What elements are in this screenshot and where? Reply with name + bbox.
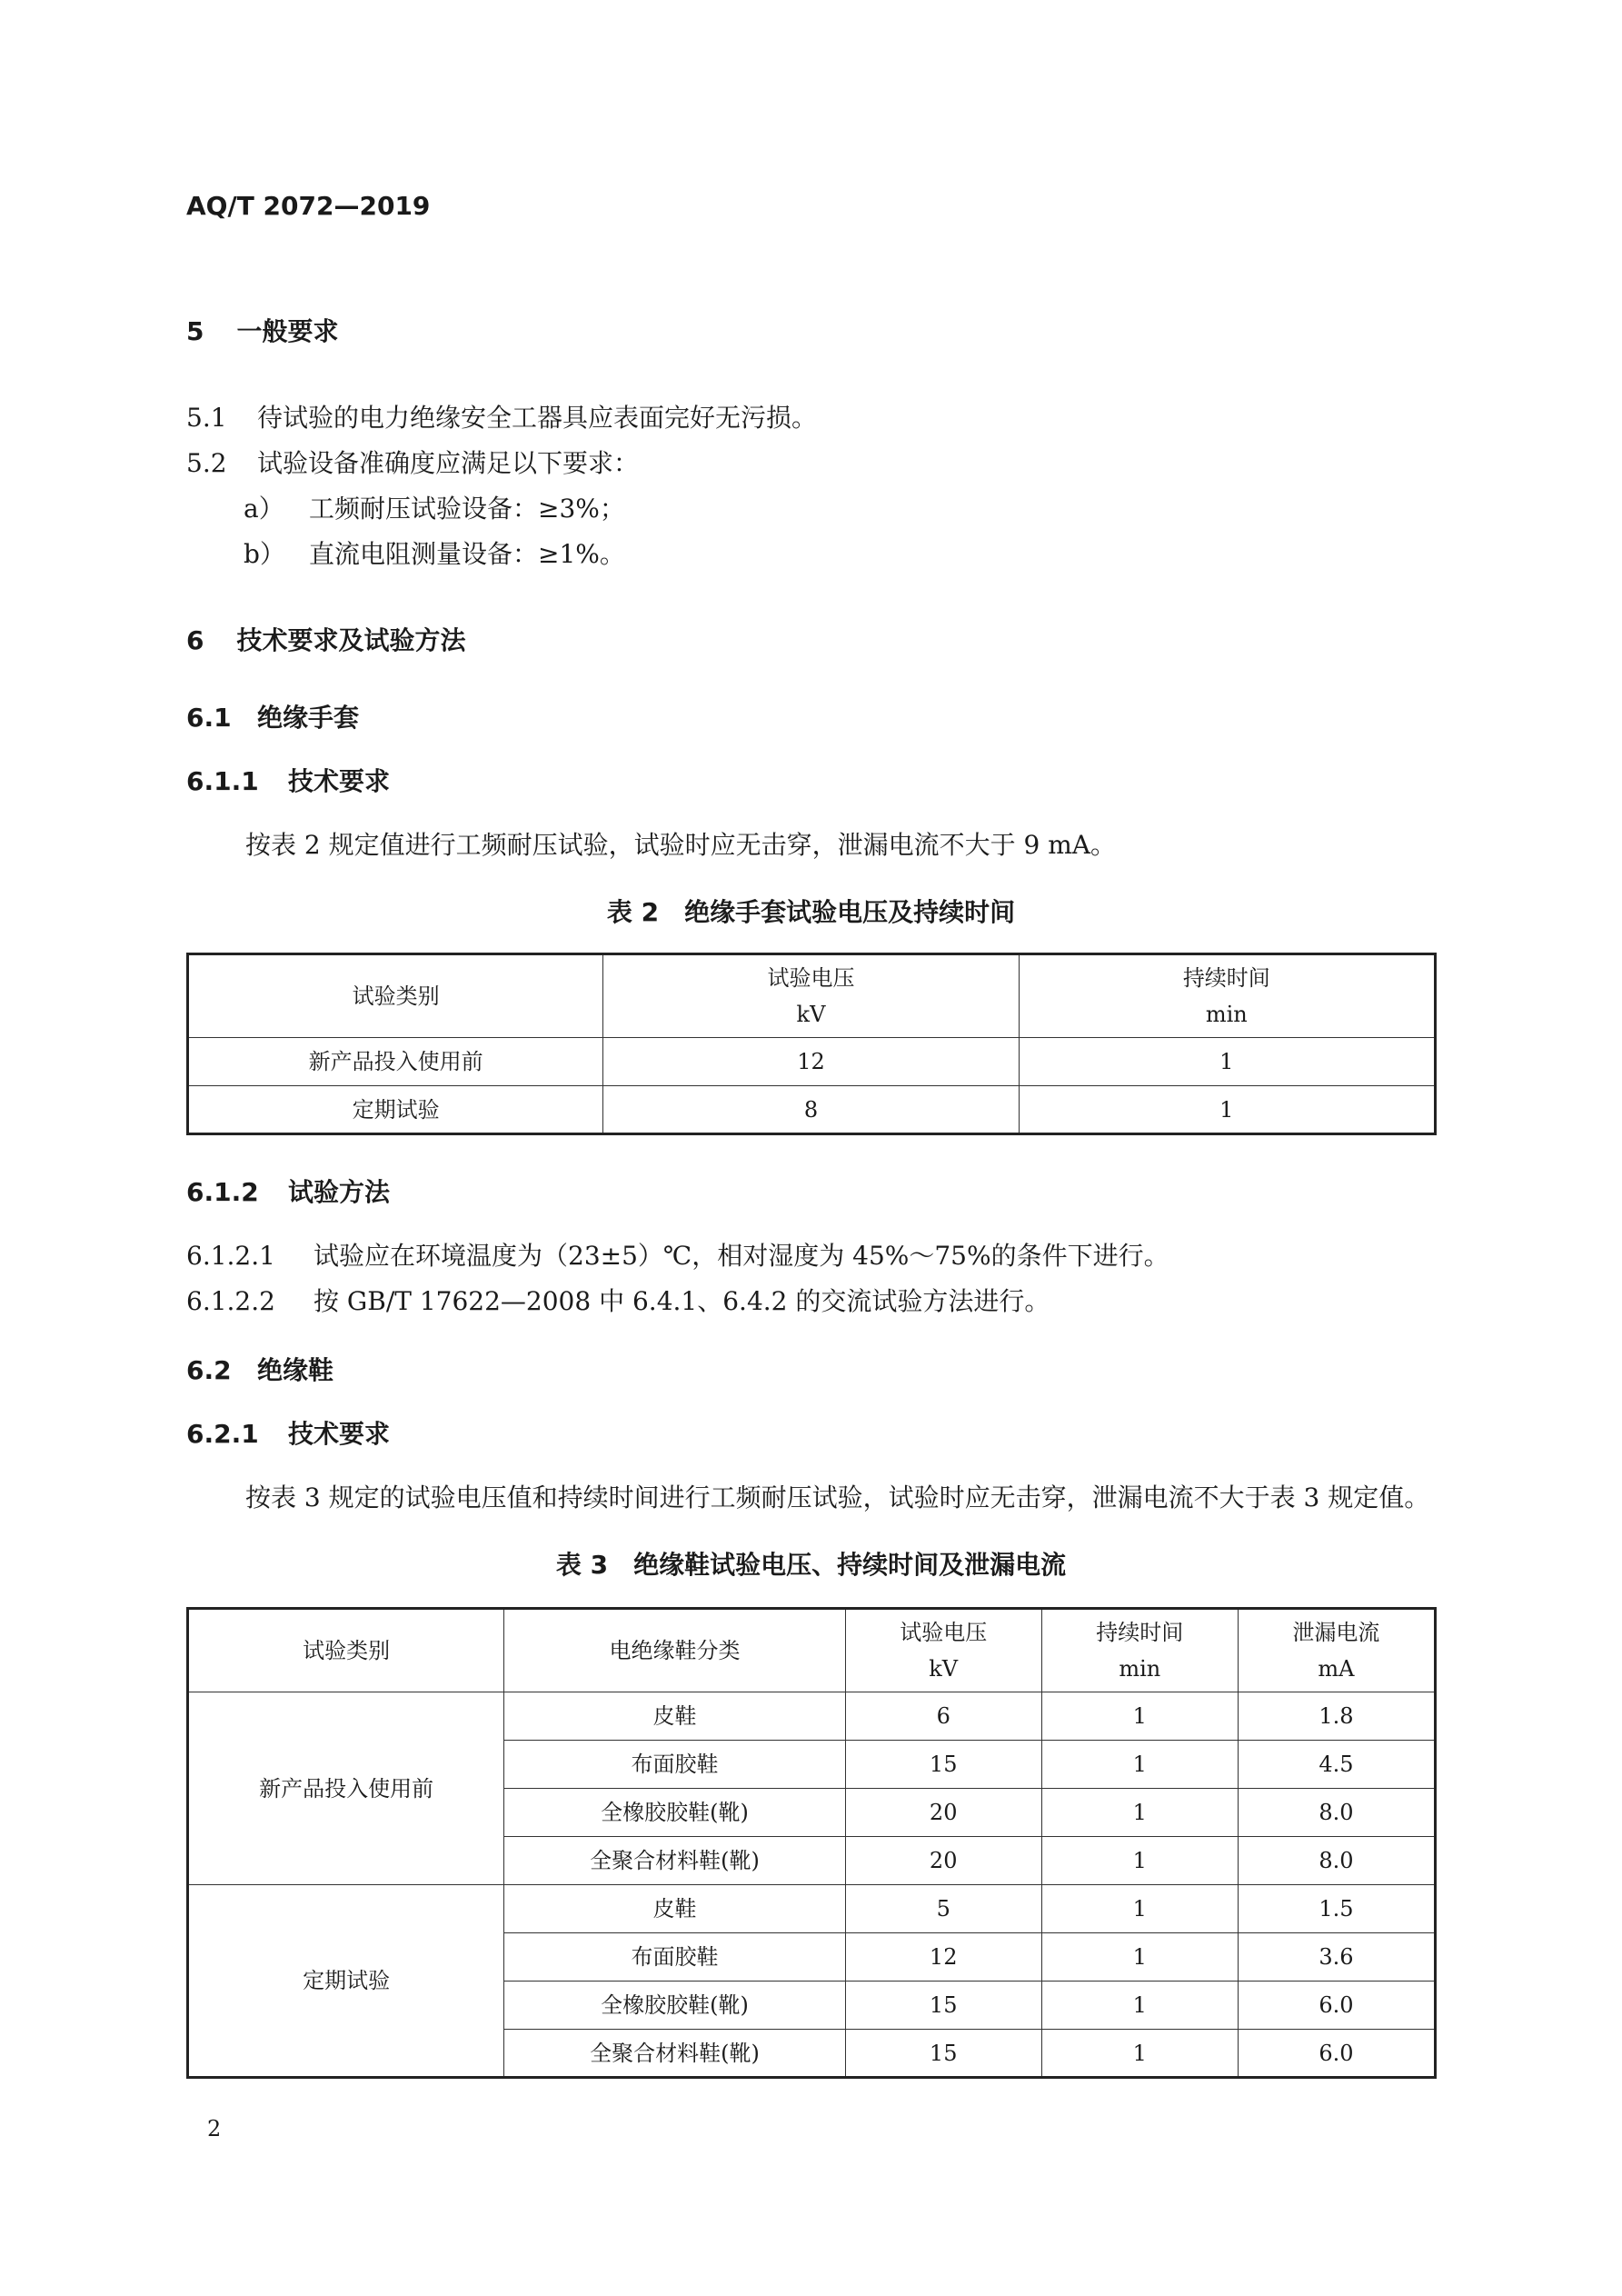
clause-number: 5.1: [186, 403, 227, 433]
clause-text: 试验应在环境温度为（23±5）℃，相对湿度为 45%～75%的条件下进行。: [313, 1241, 1169, 1271]
cell-duration: 1: [1019, 1038, 1435, 1086]
section-number: 6.2: [186, 1355, 232, 1385]
clause-number: 6.1.2.2: [186, 1286, 275, 1316]
cell-voltage: 6: [845, 1692, 1041, 1741]
clause-number: 5.2: [186, 448, 227, 478]
table-3-caption: 表 3 绝缘鞋试验电压、持续时间及泄漏电流: [555, 1550, 1067, 1580]
cell-leakage: 3.6: [1238, 1933, 1435, 1982]
cell-shoe-type: 全橡胶胶鞋(靴): [504, 1789, 845, 1837]
cell-voltage: 20: [845, 1837, 1041, 1885]
cell-voltage: 15: [845, 2030, 1041, 2078]
header-cell-duration: [1041, 1609, 1238, 1692]
clause-number: 6.1.2.1: [186, 1241, 275, 1271]
header-cell-category: 试验类别: [188, 954, 603, 1038]
cell-duration: 1: [1041, 2030, 1238, 2078]
header-unit: mA: [1318, 1656, 1355, 1682]
section-6-2-heading: [186, 1351, 333, 1387]
cell-category: 定期试验: [188, 1885, 504, 2078]
header-label: 泄漏电流: [1292, 1620, 1380, 1645]
header-unit: kV: [929, 1656, 959, 1682]
cell-shoe-type: 皮鞋: [504, 1692, 845, 1741]
section-title: 绝缘鞋: [257, 1355, 334, 1385]
cell-voltage: 20: [845, 1789, 1041, 1837]
clause-text: 按 GB/T 17622—2008 中 6.4.1、6.4.2 的交流试验方法进行。: [313, 1286, 1050, 1316]
section-6-1-2-heading: [186, 1173, 390, 1209]
section-title: 试验方法: [288, 1177, 391, 1207]
cell-shoe-type: 全聚合材料鞋(靴): [504, 1837, 845, 1885]
header-label: 试验电压: [767, 965, 855, 991]
cell-category: 新产品投入使用前: [188, 1038, 603, 1086]
list-item-b: [244, 534, 625, 571]
section-number: 6.1: [186, 703, 232, 733]
table-header-row: [188, 1609, 1436, 1692]
header-cell-duration: [1019, 954, 1435, 1038]
cell-shoe-type: 全聚合材料鞋(靴): [504, 2030, 845, 2078]
cell-duration: 1: [1041, 1885, 1238, 1933]
cell-voltage: 8: [603, 1086, 1019, 1134]
clause-5-2: [186, 444, 639, 480]
section-5-heading: [186, 312, 339, 348]
list-label: b）: [244, 539, 285, 569]
table-row: [188, 1885, 1436, 1933]
header-cell-category: 试验类别: [188, 1609, 504, 1692]
cell-shoe-type: 全橡胶胶鞋(靴): [504, 1982, 845, 2030]
section-number: 6.2.1: [186, 1419, 259, 1449]
header-label: 持续时间: [1182, 965, 1270, 991]
cell-voltage: 5: [845, 1885, 1041, 1933]
header-label: 持续时间: [1096, 1620, 1184, 1645]
section-title: 技术要求: [288, 766, 391, 796]
list-item-a: [244, 489, 625, 525]
clause-5-1: [186, 398, 817, 434]
cell-category: 新产品投入使用前: [188, 1692, 504, 1885]
table-row: [188, 1692, 1436, 1741]
table-2-caption: 表 2 绝缘手套试验电压及持续时间: [606, 897, 1016, 927]
cell-leakage: 6.0: [1238, 1982, 1435, 2030]
header-cell-leakage: [1238, 1609, 1435, 1692]
list-label: a）: [244, 494, 284, 524]
table-row: [188, 1086, 1436, 1134]
clause-text: 待试验的电力绝缘安全工器具应表面完好无污损。: [257, 403, 818, 433]
cell-shoe-type: 布面胶鞋: [504, 1933, 845, 1982]
cell-duration: 1: [1019, 1086, 1435, 1134]
cell-duration: 1: [1041, 1933, 1238, 1982]
cell-duration: 1: [1041, 1789, 1238, 1837]
cell-duration: 1: [1041, 1837, 1238, 1885]
cell-voltage: 15: [845, 1741, 1041, 1789]
cell-leakage: 1.5: [1238, 1885, 1435, 1933]
header-unit: min: [1119, 1656, 1161, 1682]
header-cell-voltage: [845, 1609, 1041, 1692]
page-number: 2: [207, 2116, 222, 2141]
section-title: 技术要求及试验方法: [236, 625, 466, 655]
section-title: 绝缘手套: [257, 703, 360, 733]
list-text: 直流电阻测量设备：≥1%。: [309, 539, 625, 569]
standard-number: AQ/T 2072—2019: [186, 191, 431, 221]
cell-leakage: 8.0: [1238, 1789, 1435, 1837]
table-header-row: [188, 954, 1436, 1038]
cell-voltage: 15: [845, 1982, 1041, 2030]
cell-voltage: 12: [603, 1038, 1019, 1086]
section-number: 6.1.1: [186, 766, 259, 796]
list-text: 工频耐压试验设备：≥3%；: [309, 494, 625, 524]
header-cell-voltage: [603, 954, 1019, 1038]
cell-leakage: 4.5: [1238, 1741, 1435, 1789]
cell-duration: 1: [1041, 1982, 1238, 2030]
section-6-heading: [186, 621, 466, 657]
cell-category: 定期试验: [188, 1086, 603, 1134]
section-title: 一般要求: [236, 316, 339, 346]
header-unit: min: [1205, 1002, 1248, 1027]
clause-text: 试验设备准确度应满足以下要求：: [257, 448, 640, 478]
paragraph-6-1-1: 按表 2 规定值进行工频耐压试验，试验时应无击穿，泄漏电流不大于 9 mA。: [245, 830, 1117, 860]
section-6-1-1-heading: [186, 762, 390, 798]
header-unit: kV: [796, 1002, 826, 1027]
section-title: 技术要求: [288, 1419, 391, 1449]
header-cell-shoe-type: 电绝缘鞋分类: [504, 1609, 845, 1692]
cell-shoe-type: 皮鞋: [504, 1885, 845, 1933]
table-row: [188, 1038, 1436, 1086]
table-2: [186, 953, 1437, 1135]
cell-leakage: 8.0: [1238, 1837, 1435, 1885]
section-6-2-1-heading: [186, 1414, 390, 1451]
cell-duration: 1: [1041, 1741, 1238, 1789]
cell-voltage: 12: [845, 1933, 1041, 1982]
cell-duration: 1: [1041, 1692, 1238, 1741]
header-label: 试验电压: [900, 1620, 988, 1645]
cell-leakage: 6.0: [1238, 2030, 1435, 2078]
cell-shoe-type: 布面胶鞋: [504, 1741, 845, 1789]
section-6-1-heading: [186, 698, 359, 734]
clause-6-1-2-2: [186, 1282, 1050, 1318]
section-number: 5: [186, 316, 204, 346]
section-number: 6.1.2: [186, 1177, 259, 1207]
cell-leakage: 1.8: [1238, 1692, 1435, 1741]
table-3: [186, 1607, 1437, 2079]
section-number: 6: [186, 625, 204, 655]
paragraph-6-2-1: 按表 3 规定的试验电压值和持续时间进行工频耐压试验，试验时应无击穿，泄漏电流不大于表 3 规定值。: [245, 1482, 1430, 1512]
clause-6-1-2-1: [186, 1236, 1169, 1273]
